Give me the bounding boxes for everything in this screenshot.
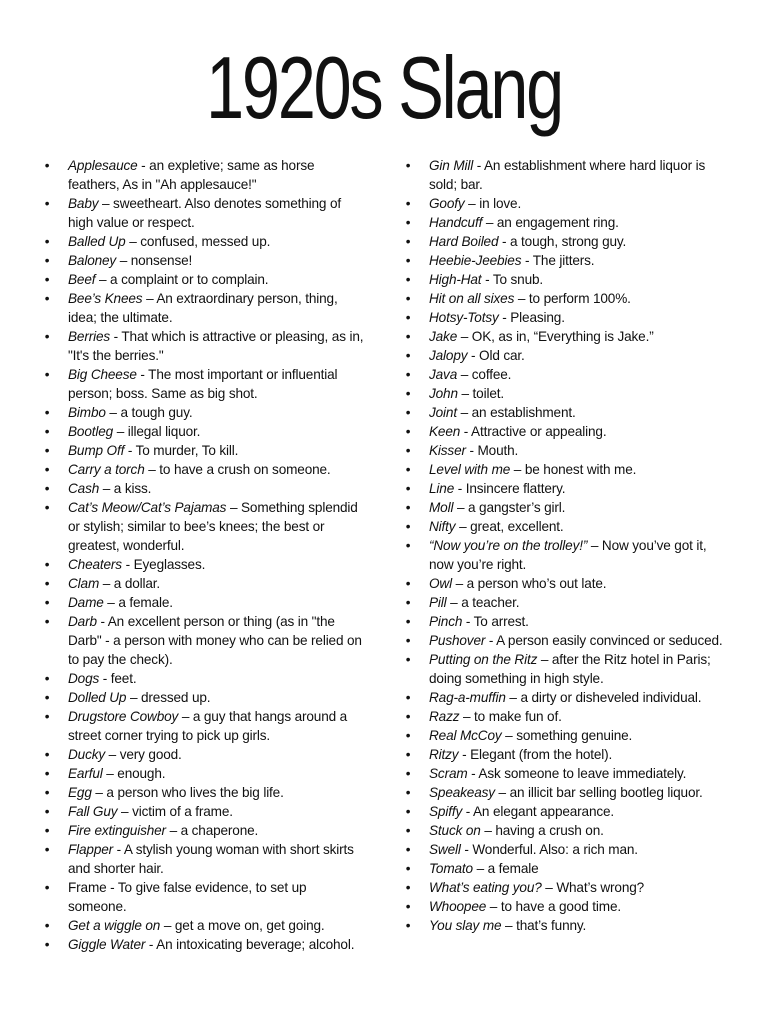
slang-definition: – victim of a frame. xyxy=(117,804,233,819)
bullet-icon: • xyxy=(44,766,50,781)
slang-definition: – a chaperone. xyxy=(165,823,259,838)
slang-definition: - The jitters. xyxy=(521,253,595,268)
slang-definition: – get a move on, get going. xyxy=(160,918,325,933)
slang-definition: – a person who lives the big life. xyxy=(91,785,284,800)
slang-definition: - Eyeglasses. xyxy=(121,557,206,572)
slang-entry xyxy=(403,574,733,593)
slang-term: Hard Boiled xyxy=(429,234,499,249)
bullet-icon: • xyxy=(44,880,50,895)
slang-definition: – dressed up. xyxy=(126,690,211,705)
slang-term: Bump Off xyxy=(68,443,125,458)
slang-entry xyxy=(42,821,364,840)
slang-definition: - Ask someone to leave immediately. xyxy=(467,766,687,781)
bullet-icon: • xyxy=(405,880,411,895)
bullet-icon: • xyxy=(405,196,411,211)
bullet-icon: • xyxy=(405,500,411,515)
bullet-icon: • xyxy=(405,690,411,705)
bullet-icon: • xyxy=(405,576,411,591)
slang-entry xyxy=(42,460,364,479)
slang-entry xyxy=(403,821,733,840)
slang-entry xyxy=(42,935,364,954)
bullet-icon: • xyxy=(44,918,50,933)
bullet-icon: • xyxy=(405,861,411,876)
bullet-icon: • xyxy=(44,158,50,173)
slang-definition: – to have a crush on someone. xyxy=(144,462,331,477)
bullet-icon: • xyxy=(44,709,50,724)
slang-term: Dolled Up xyxy=(68,690,127,705)
slang-term: Stuck on xyxy=(429,823,481,838)
slang-entry xyxy=(42,612,364,669)
slang-entry xyxy=(42,251,364,270)
slang-entry xyxy=(403,726,733,745)
slang-entry xyxy=(403,764,733,783)
bullet-icon: • xyxy=(405,766,411,781)
slang-term: Rag-a-muffin xyxy=(429,690,506,705)
slang-definition: – an establishment. xyxy=(456,405,576,420)
bullet-icon: • xyxy=(44,196,50,211)
slang-definition: - An establishment where hard liquor is sold; bar. xyxy=(429,158,706,192)
bullet-icon: • xyxy=(44,785,50,800)
bullet-icon: • xyxy=(405,804,411,819)
slang-term: Joint xyxy=(429,405,457,420)
slang-term: Swell xyxy=(429,842,461,857)
slang-definition: – to make fun of. xyxy=(459,709,562,724)
bullet-icon: • xyxy=(44,614,50,629)
bullet-icon: • xyxy=(44,557,50,572)
slang-entry xyxy=(403,859,733,878)
slang-definition: - To snub. xyxy=(481,272,544,287)
slang-definition: – a person who’s out late. xyxy=(451,576,607,591)
slang-entry xyxy=(42,232,364,251)
slang-term: Bimbo xyxy=(68,405,106,420)
slang-term: Get a wiggle on xyxy=(68,918,161,933)
slang-entry xyxy=(403,593,733,612)
slang-definition: - Wonderful. Also: a rich man. xyxy=(460,842,638,857)
slang-definition: – a gangster’s girl. xyxy=(453,500,566,515)
slang-entry xyxy=(42,327,364,365)
bullet-icon: • xyxy=(405,728,411,743)
slang-definition: – to perform 100%. xyxy=(514,291,631,306)
slang-definition: – OK, as in, “Everything is Jake.” xyxy=(457,329,654,344)
slang-entry xyxy=(42,707,364,745)
slang-term: Applesauce xyxy=(68,158,138,173)
slang-term: Balled Up xyxy=(68,234,126,249)
bullet-icon: • xyxy=(44,671,50,686)
slang-entry xyxy=(42,479,364,498)
slang-entry xyxy=(403,840,733,859)
slang-term: Whoopee xyxy=(429,899,487,914)
bullet-icon: • xyxy=(405,747,411,762)
slang-term: John xyxy=(429,386,458,401)
slang-entry xyxy=(42,840,364,878)
slang-entry xyxy=(403,213,733,232)
slang-entry xyxy=(403,270,733,289)
slang-term: Gin Mill xyxy=(429,158,474,173)
slang-entry xyxy=(42,270,364,289)
slang-term: “Now you’re on the trolley!” xyxy=(429,538,588,553)
bullet-icon: • xyxy=(44,424,50,439)
slang-entry xyxy=(403,346,733,365)
slang-entry xyxy=(403,631,733,650)
slang-entry xyxy=(42,783,364,802)
slang-entry xyxy=(403,194,733,213)
bullet-icon: • xyxy=(44,405,50,420)
slang-definition: – something genuine. xyxy=(501,728,633,743)
slang-entry xyxy=(403,745,733,764)
slang-entry xyxy=(403,612,733,631)
slang-term: Handcuff xyxy=(429,215,483,230)
slang-entry xyxy=(403,536,733,574)
slang-term: Giggle Water xyxy=(68,937,146,952)
bullet-icon: • xyxy=(405,253,411,268)
bullet-icon: • xyxy=(405,481,411,496)
slang-term: Pinch xyxy=(429,614,463,629)
slang-definition: – having a crush on. xyxy=(480,823,604,838)
bullet-icon: • xyxy=(405,158,411,173)
bullet-icon: • xyxy=(405,291,411,306)
slang-term: Hotsy-Totsy xyxy=(429,310,499,325)
slang-definition: – that’s funny. xyxy=(501,918,587,933)
slang-entry xyxy=(403,650,733,688)
bullet-icon: • xyxy=(405,234,411,249)
bullet-icon: • xyxy=(44,367,50,382)
slang-definition: – a kiss. xyxy=(99,481,152,496)
slang-term: Pushover xyxy=(429,633,486,648)
slang-entry xyxy=(403,289,733,308)
slang-term: Fire extinguisher xyxy=(68,823,166,838)
slang-entry xyxy=(42,441,364,460)
slang-term: Darb xyxy=(68,614,97,629)
slang-entry xyxy=(42,916,364,935)
slang-term: Fall Guy xyxy=(68,804,118,819)
slang-definition: - feet. xyxy=(99,671,137,686)
slang-entry xyxy=(42,574,364,593)
bullet-icon: • xyxy=(44,462,50,477)
bullet-icon: • xyxy=(44,804,50,819)
bullet-icon: • xyxy=(405,386,411,401)
slang-term: Egg xyxy=(68,785,92,800)
slang-term: Cheaters xyxy=(68,557,122,572)
bullet-icon: • xyxy=(44,747,50,762)
bullet-icon: • xyxy=(44,272,50,287)
slang-entry xyxy=(403,916,733,935)
slang-definition: – to have a good time. xyxy=(486,899,622,914)
slang-term: Scram xyxy=(429,766,468,781)
slang-definition: - Mouth. xyxy=(465,443,519,458)
slang-term: Kisser xyxy=(429,443,466,458)
slang-definition: – confused, messed up. xyxy=(125,234,271,249)
bullet-icon: • xyxy=(44,234,50,249)
slang-term: High-Hat xyxy=(429,272,482,287)
slang-term: Cash xyxy=(68,481,100,496)
bullet-icon: • xyxy=(44,823,50,838)
bullet-icon: • xyxy=(405,918,411,933)
slang-entry xyxy=(403,517,733,536)
slang-definition: – Something splendid or stylish; similar to bee’s knees; the best or greatest, wonderful. xyxy=(68,500,358,553)
bullet-icon: • xyxy=(405,823,411,838)
bullet-icon: • xyxy=(44,253,50,268)
slang-definition: - Pleasing. xyxy=(498,310,565,325)
slang-entry xyxy=(403,403,733,422)
bullet-icon: • xyxy=(405,614,411,629)
bullet-icon: • xyxy=(44,291,50,306)
slang-entry xyxy=(42,194,364,232)
slang-definition: - The most important or influential person; boss. Same as big shot. xyxy=(68,367,338,401)
slang-term: Berries xyxy=(68,329,111,344)
slang-definition: - A person easily convinced or seduced. xyxy=(485,633,723,648)
slang-entry xyxy=(403,688,733,707)
slang-term: Java xyxy=(429,367,458,382)
slang-entry xyxy=(403,897,733,916)
bullet-icon: • xyxy=(405,310,411,325)
slang-term: Level with me xyxy=(429,462,511,477)
bullet-icon: • xyxy=(405,462,411,477)
slang-definition: - Elegant (from the hotel). xyxy=(458,747,613,762)
slang-definition: – Now you’ve got it, now you’re right. xyxy=(429,538,707,572)
slang-entry xyxy=(403,232,733,251)
bullet-icon: • xyxy=(405,272,411,287)
slang-term: Beef xyxy=(68,272,96,287)
slang-definition: – coffee. xyxy=(457,367,512,382)
slang-entry xyxy=(42,365,364,403)
slang-term: Earful xyxy=(68,766,103,781)
slang-definition: – illegal liquor. xyxy=(113,424,201,439)
slang-definition: - An elegant appearance. xyxy=(462,804,615,819)
slang-entry xyxy=(42,403,364,422)
slang-definition: – a dollar. xyxy=(99,576,161,591)
slang-entry xyxy=(403,327,733,346)
slang-entry xyxy=(42,422,364,441)
slang-definition: – in love. xyxy=(464,196,522,211)
slang-entry xyxy=(42,745,364,764)
slang-term: Moll xyxy=(429,500,454,515)
slang-term: Baloney xyxy=(68,253,117,268)
slang-definition: – a female. xyxy=(103,595,173,610)
slang-definition: – toilet. xyxy=(457,386,504,401)
slang-term: Spiffy xyxy=(429,804,463,819)
slang-definition: – nonsense! xyxy=(116,253,193,268)
slang-entry xyxy=(403,384,733,403)
bullet-icon: • xyxy=(405,215,411,230)
slang-entry xyxy=(403,479,733,498)
slang-entry xyxy=(403,251,733,270)
bullet-icon: • xyxy=(405,899,411,914)
slang-entry xyxy=(42,802,364,821)
bullet-icon: • xyxy=(405,443,411,458)
slang-term: Baby xyxy=(68,196,99,211)
slang-entry xyxy=(403,365,733,384)
bullet-icon: • xyxy=(405,652,411,667)
slang-term: Nifty xyxy=(429,519,456,534)
slang-entry xyxy=(403,783,733,802)
slang-definition: – great, excellent. xyxy=(455,519,564,534)
slang-term: Heebie-Jeebies xyxy=(429,253,522,268)
slang-definition: - Old car. xyxy=(467,348,525,363)
slang-definition: - Insincere flattery. xyxy=(454,481,566,496)
slang-definition: - To arrest. xyxy=(462,614,529,629)
slang-definition: - an expletive; same as horse feathers, As in "Ah applesauce!" xyxy=(68,158,315,192)
slang-definition: – a complaint or to complain. xyxy=(95,272,269,287)
slang-definition: – An extraordinary person, thing, idea; the ultimate. xyxy=(68,291,338,325)
bullet-icon: • xyxy=(44,443,50,458)
slang-term: Putting on the Ritz xyxy=(429,652,538,667)
slang-definition: - To murder, To kill. xyxy=(124,443,239,458)
slang-definition: – a female xyxy=(472,861,539,876)
slang-term: Flapper xyxy=(68,842,114,857)
slang-entry xyxy=(403,802,733,821)
slang-definition: – a tough guy. xyxy=(105,405,193,420)
slang-term: Keen xyxy=(429,424,461,439)
bullet-icon: • xyxy=(44,595,50,610)
slang-term: Dame xyxy=(68,595,104,610)
slang-entry xyxy=(42,498,364,555)
slang-term: Bee’s Knees xyxy=(68,291,143,306)
slang-term: Drugstore Cowboy xyxy=(68,709,179,724)
slang-entry xyxy=(42,593,364,612)
bullet-icon: • xyxy=(405,595,411,610)
slang-term: You slay me xyxy=(429,918,502,933)
slang-definition: Frame - To give false evidence, to set up someone. xyxy=(68,880,307,914)
slang-entry xyxy=(403,422,733,441)
slang-entry xyxy=(42,669,364,688)
slang-definition: – a teacher. xyxy=(446,595,520,610)
slang-term: Real McCoy xyxy=(429,728,502,743)
slang-entry xyxy=(403,498,733,517)
bullet-icon: • xyxy=(405,538,411,553)
slang-term: Big Cheese xyxy=(68,367,137,382)
bullet-icon: • xyxy=(405,348,411,363)
bullet-icon: • xyxy=(405,405,411,420)
slang-definition: – a dirty or disheveled individual. xyxy=(505,690,702,705)
slang-entry xyxy=(42,289,364,327)
slang-definition: - a tough, strong guy. xyxy=(498,234,627,249)
bullet-icon: • xyxy=(405,519,411,534)
bullet-icon: • xyxy=(44,937,50,952)
slang-definition: – after the Ritz hotel in Paris; doing something in high style. xyxy=(429,652,711,686)
slang-entry xyxy=(403,308,733,327)
slang-definition: – an illicit bar selling bootleg liquor. xyxy=(494,785,703,800)
slang-definition: – sweetheart. Also denotes something of high value or respect. xyxy=(68,196,342,230)
bullet-icon: • xyxy=(44,842,50,857)
bullet-icon: • xyxy=(44,500,50,515)
slang-list-right xyxy=(403,156,733,935)
bullet-icon: • xyxy=(405,633,411,648)
slang-term: Clam xyxy=(68,576,100,591)
bullet-icon: • xyxy=(44,690,50,705)
slang-definition: – an engagement ring. xyxy=(482,215,619,230)
bullet-icon: • xyxy=(405,424,411,439)
bullet-icon: • xyxy=(44,329,50,344)
slang-definition: – very good. xyxy=(105,747,182,762)
bullet-icon: • xyxy=(405,709,411,724)
bullet-icon: • xyxy=(405,842,411,857)
slang-entry xyxy=(42,878,364,916)
slang-term: Tomato xyxy=(429,861,473,876)
slang-definition: – a guy that hangs around a street corner trying to pick up girls. xyxy=(68,709,348,743)
slang-term: Jake xyxy=(429,329,458,344)
slang-definition: – What’s wrong? xyxy=(541,880,645,895)
slang-definition: – be honest with me. xyxy=(510,462,637,477)
bullet-icon: • xyxy=(405,329,411,344)
bullet-icon: • xyxy=(405,785,411,800)
page-title: 1920s Slang xyxy=(206,38,562,137)
slang-term: Ritzy xyxy=(429,747,459,762)
slang-term: Bootleg xyxy=(68,424,114,439)
slang-definition: - An excellent person or thing (as in "the Darb" - a person with money who can be relied on to pay the check). xyxy=(68,614,362,667)
slang-entry xyxy=(403,707,733,726)
slang-entry xyxy=(42,156,364,194)
bullet-icon: • xyxy=(44,576,50,591)
slang-term: Owl xyxy=(429,576,452,591)
slang-term: Razz xyxy=(429,709,460,724)
slang-definition: - That which is attractive or pleasing, as in, "It's the berries." xyxy=(68,329,364,363)
slang-entry xyxy=(403,156,733,194)
slang-term: Carry a torch xyxy=(68,462,145,477)
bullet-icon: • xyxy=(405,367,411,382)
slang-term: Hit on all sixes xyxy=(429,291,515,306)
slang-definition: - Attractive or appealing. xyxy=(460,424,607,439)
slang-term: Cat’s Meow/Cat’s Pajamas xyxy=(68,500,227,515)
slang-term: Goofy xyxy=(429,196,465,211)
slang-term: Jalopy xyxy=(429,348,468,363)
slang-term: Speakeasy xyxy=(429,785,495,800)
slang-definition: - A stylish young woman with short skirts and shorter hair. xyxy=(68,842,354,876)
slang-term: Line xyxy=(429,481,455,496)
slang-entry xyxy=(42,688,364,707)
slang-term: What’s eating you? xyxy=(429,880,542,895)
slang-entry xyxy=(403,878,733,897)
slang-term: Dogs xyxy=(68,671,100,686)
slang-definition: - An intoxicating beverage; alcohol. xyxy=(145,937,355,952)
slang-entry xyxy=(42,764,364,783)
bullet-icon: • xyxy=(44,481,50,496)
slang-list-left xyxy=(42,156,364,954)
slang-term: Pill xyxy=(429,595,447,610)
slang-entry xyxy=(42,555,364,574)
slang-term: Ducky xyxy=(68,747,106,762)
slang-definition: – enough. xyxy=(102,766,166,781)
slang-entry xyxy=(403,441,733,460)
slang-entry xyxy=(403,460,733,479)
